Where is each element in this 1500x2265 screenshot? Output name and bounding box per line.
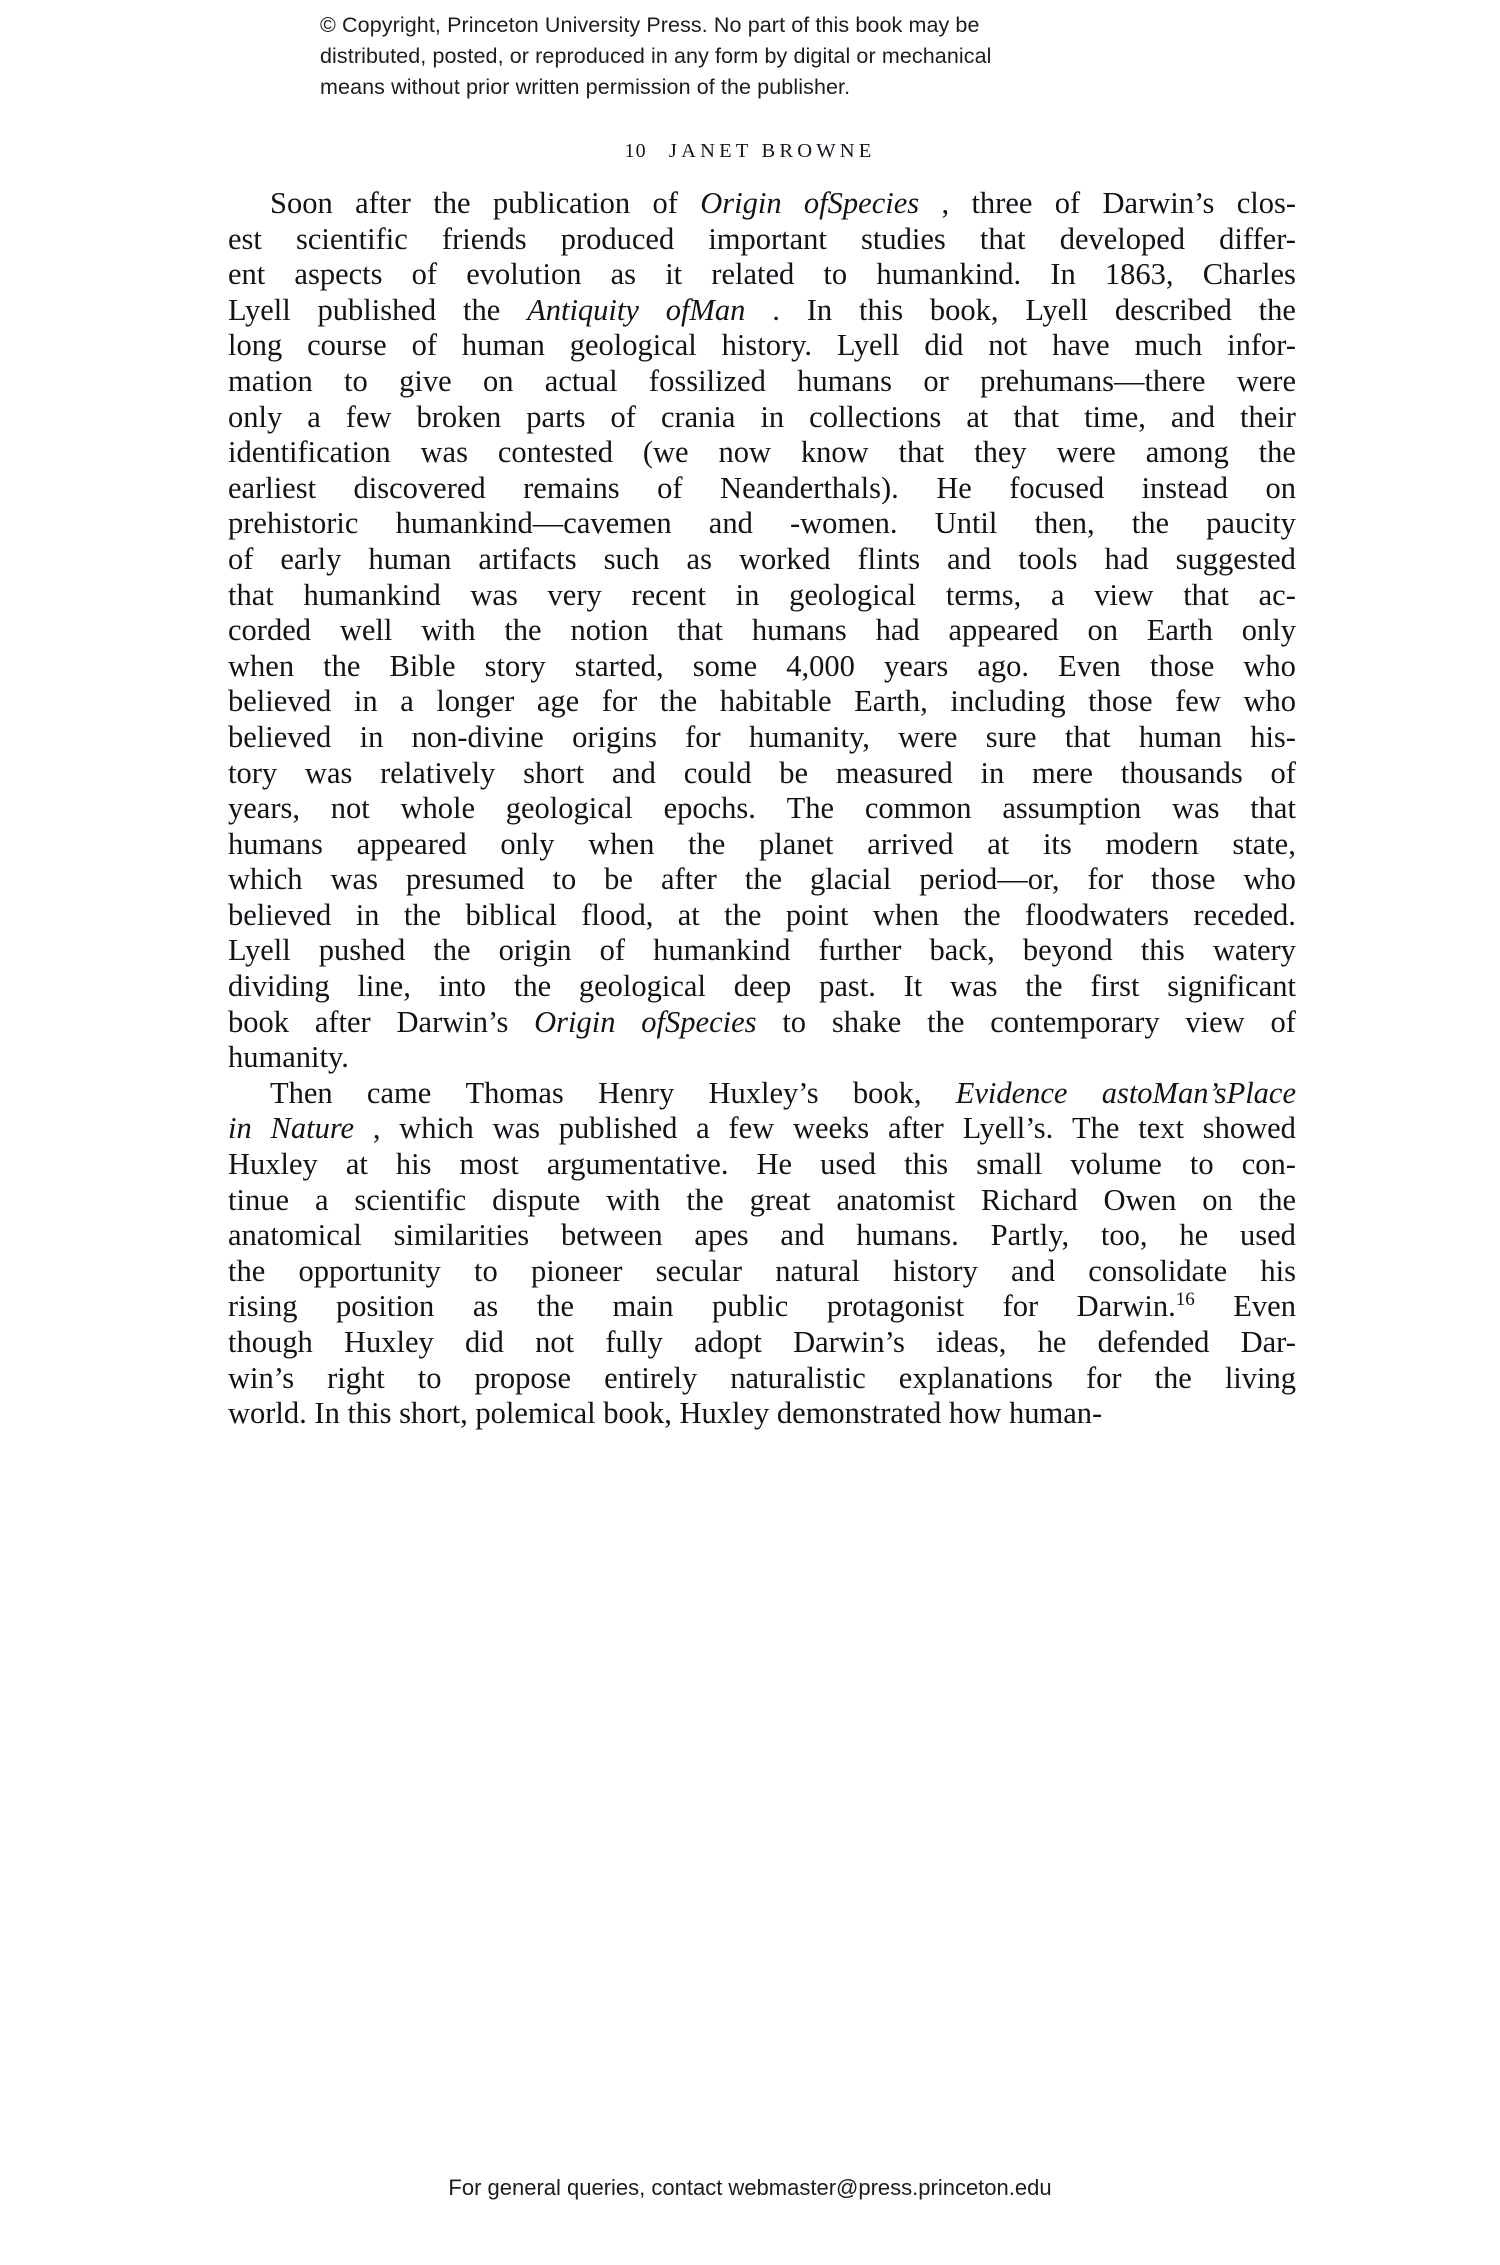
text-line: Then came Thomas Henry Huxley’s book, Evidence astoMan’sPlace bbox=[270, 1075, 1296, 1110]
text-line: anatomical similarities between apes and humans. Partly, too, he used bbox=[228, 1218, 1296, 1253]
text-line: which was presumed to be after the glacial period—or, for those who bbox=[228, 862, 1296, 897]
text-line: tory was relatively short and could be measured in mere thousands of bbox=[228, 755, 1296, 790]
page-body-text bbox=[228, 186, 1296, 1432]
text-line: believed in a longer age for the habitable Earth, including those few who bbox=[228, 684, 1296, 719]
text-line: identification was contested (we now know that they were among the bbox=[228, 435, 1296, 470]
text-line: Huxley at his most argumentative. He used this small volume to con- bbox=[228, 1147, 1296, 1182]
text-line: years, not whole geological epochs. The common assumption was that bbox=[228, 791, 1296, 826]
text-line: the opportunity to pioneer secular natural history and consolidate his bbox=[228, 1253, 1296, 1288]
text-line: believed in the biblical flood, at the point when the floodwaters receded. bbox=[228, 897, 1296, 932]
copyright-line-1: © Copyright, Princeton University Press. No part of this book may be bbox=[320, 13, 980, 37]
text-line: Lyell pushed the origin of humankind further back, beyond this watery bbox=[228, 933, 1296, 968]
text-line: humans appeared only when the planet arrived at its modern state, bbox=[228, 826, 1296, 861]
copyright-line-2: distributed, posted, or reproduced in any form by digital or mechanical bbox=[320, 44, 992, 68]
text-line: rising position as the main public protagonist for Darwin.$^{16}$ Even bbox=[228, 1289, 1296, 1324]
text-line: only a few broken parts of crania in collections at that time, and their bbox=[228, 399, 1296, 434]
text-line: of early human artifacts such as worked flints and tools had suggested bbox=[228, 541, 1296, 576]
text-line: world. In this short, polemical book, Huxley demonstrated how human- bbox=[228, 1396, 1103, 1431]
text-line: believed in non-divine origins for humanity, were sure that human his- bbox=[228, 719, 1296, 754]
text-line: win’s right to propose entirely naturalistic explanations for the living bbox=[228, 1360, 1296, 1395]
text-line: prehistoric humankind—cavemen and -women. Until then, the paucity bbox=[228, 506, 1296, 541]
text-line: Soon after the publication of Origin ofSpecies , three of Darwin’s clos- bbox=[270, 186, 1296, 220]
text-line: when the Bible story started, some 4,000 years ago. Even those who bbox=[228, 648, 1296, 683]
page-folio: 10 bbox=[624, 140, 647, 162]
text-line: corded well with the notion that humans had appeared on Earth only bbox=[228, 613, 1296, 648]
text-line: humanity. bbox=[228, 1040, 349, 1075]
text-line: tinue a scientific dispute with the great anatomist Richard Owen on the bbox=[228, 1182, 1296, 1217]
running-head-author: JANET BROWNE bbox=[668, 140, 876, 162]
text-line: in Nature , which was published a few weeks after Lyell’s. The text showed bbox=[228, 1111, 1296, 1146]
text-line: long course of human geological history. Lyell did not have much infor- bbox=[228, 328, 1296, 363]
page-footer: For general queries, contact webmaster@press.princeton.edu bbox=[448, 2175, 1052, 2200]
text-line: dividing line, into the geological deep past. It was the first significant bbox=[228, 969, 1296, 1004]
text-line: though Huxley did not fully adopt Darwin’s ideas, he defended Dar- bbox=[228, 1325, 1296, 1359]
text-line: book after Darwin’s Origin ofSpecies to shake the contemporary view of bbox=[228, 1004, 1296, 1039]
copyright-line-3: means without prior written permission of the publisher. bbox=[320, 75, 851, 99]
text-line: ent aspects of evolution as it related to humankind. In 1863, Charles bbox=[228, 257, 1296, 292]
running-head bbox=[0, 138, 1500, 163]
text-line: that humankind was very recent in geological terms, a view that ac- bbox=[228, 577, 1296, 612]
text-line: est scientific friends produced important studies that developed differ- bbox=[228, 221, 1296, 256]
copyright-notice bbox=[320, 10, 1170, 103]
text-line: mation to give on actual fossilized humans or prehumans—there were bbox=[228, 363, 1296, 398]
text-line: Lyell published the Antiquity ofMan . In this book, Lyell described the bbox=[228, 292, 1296, 327]
text-line: earliest discovered remains of Neanderthals). He focused instead on bbox=[228, 470, 1296, 505]
